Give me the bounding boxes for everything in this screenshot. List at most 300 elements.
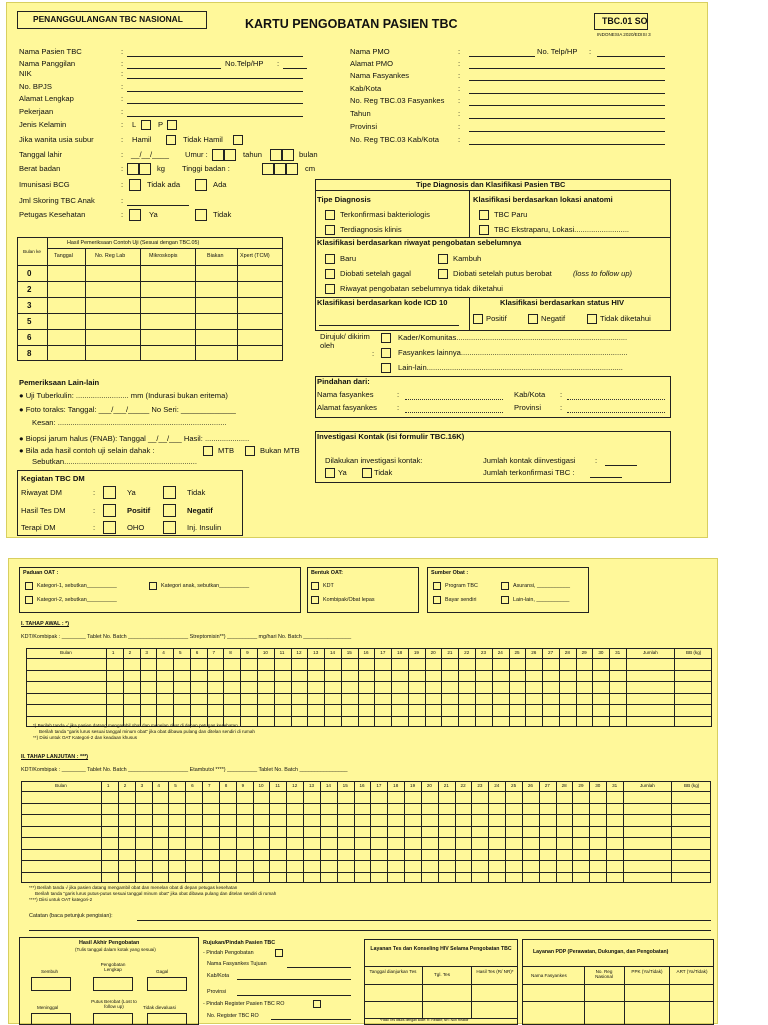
grid-col-line [354, 781, 355, 883]
grid-day-number: 9 [246, 650, 249, 655]
kader-checkbox[interactable] [381, 333, 391, 343]
dm-insulin-checkbox[interactable] [163, 521, 176, 534]
hiv-positive-checkbox[interactable] [473, 314, 483, 324]
pmo-field-colon: : [458, 59, 461, 68]
kg-label: kg [157, 164, 166, 173]
failure-checkbox[interactable] [325, 269, 335, 279]
dob-field[interactable]: __/__/____ [131, 150, 170, 159]
transfer-out-title: Rujukan/Pindah Pasien TBC [203, 940, 276, 946]
kombipak-checkbox[interactable] [311, 596, 319, 604]
grid-row-line [21, 872, 711, 873]
grid-row-line [26, 658, 712, 659]
hiv-unknown-label: Tidak diketahui [600, 314, 651, 323]
patient-field-label: Nama Panggilan [19, 59, 76, 68]
contact-yes-checkbox[interactable] [325, 468, 335, 478]
grid-day-number: 4 [162, 650, 165, 655]
lab-col-regno: No. Reg Lab [95, 253, 126, 259]
ro-register-checkbox[interactable] [313, 1000, 321, 1008]
grid-day-number: 26 [531, 650, 537, 655]
contact-colon-1: : [595, 456, 598, 465]
bcg-yes-checkbox[interactable] [195, 179, 207, 191]
patient-field-line[interactable] [127, 91, 303, 92]
ltfu-note: (loss to follow up) [573, 269, 633, 278]
hiv-status-label: Klasifikasi berdasarkan status HIV [500, 298, 625, 307]
new-case-checkbox[interactable] [325, 254, 335, 264]
grid-day-number: 15 [346, 650, 352, 655]
grid-day-number: 2 [123, 783, 127, 788]
program-tbc-checkbox[interactable] [433, 582, 441, 590]
patient-field-label: Nama Pasien TBC [19, 47, 82, 56]
kdt-checkbox[interactable] [311, 582, 319, 590]
cm-label: cm [305, 164, 316, 173]
grid-day-number: 28 [561, 783, 567, 788]
destination-city-field[interactable] [237, 979, 351, 980]
grid-day-number: 6 [195, 650, 199, 655]
dm-colon-2: : [93, 506, 96, 515]
health-worker-no-checkbox[interactable] [195, 209, 207, 221]
grid-day-number: 30 [598, 650, 604, 655]
patient-field-colon: : [121, 196, 124, 205]
grid-row-line [21, 803, 711, 804]
patient-field-colon: : [121, 180, 124, 189]
notes-line-2[interactable] [29, 930, 711, 931]
nickname-field[interactable] [127, 68, 221, 69]
patient-field-label: Imunisasi BCG [19, 180, 70, 189]
kdt-label: KDT [323, 583, 334, 589]
child-cat-checkbox[interactable] [149, 582, 157, 590]
transfer-title: Pindahan dari: [317, 377, 370, 386]
patient-field-line[interactable] [127, 103, 303, 104]
contact-no-checkbox[interactable] [362, 468, 372, 478]
patient-field-label: Jml Skoring TBC Anak [19, 196, 95, 205]
clinical-checkbox[interactable] [325, 225, 335, 235]
insurance-label: Asuransi, ___________ [513, 583, 570, 589]
pmo-field-label: Kab/Kota [350, 84, 382, 93]
health-worker-no-label: Tidak [213, 210, 232, 219]
continuation-note-1: ***) Berilah tanda √ jika pasien datang mengambil obat dan menelan obat di depan petugas kesehatan [29, 885, 238, 890]
fasyankes-other-checkbox[interactable] [381, 348, 391, 358]
pmo-field-colon: : [458, 135, 461, 144]
grid-col-line [135, 781, 136, 883]
grid-day-number: 31 [615, 650, 621, 655]
unknown-history-checkbox[interactable] [325, 284, 335, 294]
grid-day-number: 22 [464, 650, 470, 655]
dm-insulin-label: Inj. Insulin [187, 523, 222, 532]
drug-source-title: Sumber Obat : [431, 570, 469, 576]
ro-register-field[interactable] [271, 1019, 351, 1020]
grid-day-number: 12 [292, 783, 298, 788]
pmo-phone-label: No. Telp/HP [537, 47, 578, 56]
contact-yes-label: Ya [338, 468, 347, 477]
pulmonary-label: TBC Paru [494, 210, 528, 219]
grid-col-line [320, 781, 321, 883]
transfer-colon-1: : [397, 390, 400, 399]
lab-col-month: Bulan ke [23, 249, 41, 254]
clinical-label: Terdiagnosis klinis [340, 225, 402, 234]
grid-day-number: 25 [514, 650, 520, 655]
grid-day-number: 10 [258, 783, 264, 788]
new-case-label: Baru [340, 254, 357, 263]
dm-negative-checkbox[interactable] [163, 504, 176, 517]
bcg-no-checkbox[interactable] [129, 179, 141, 191]
transfer-city-field[interactable] [567, 399, 665, 400]
height-box-1[interactable] [262, 163, 274, 175]
icd-field[interactable] [319, 325, 459, 326]
transfer-address-field[interactable] [405, 412, 503, 413]
age-years-box-2[interactable] [224, 149, 236, 161]
grid-day-number: 16 [363, 650, 369, 655]
child-score-field[interactable] [127, 205, 189, 206]
grid-day-number: 21 [447, 650, 453, 655]
phone-label: No.Telp/HP [225, 59, 264, 68]
pmo-field-line[interactable] [469, 131, 665, 132]
grid-row-line [21, 814, 711, 815]
grid-col-line [185, 781, 186, 883]
not-pregnant-checkbox[interactable] [233, 135, 243, 145]
hiv-note: *Hasil Tes ditulis dengan kode: R: Reaktif; NR: Non Reaktif [380, 1018, 469, 1022]
pmo-field-line[interactable] [469, 68, 665, 69]
transfer-out-item-6: No. Register TBC RO [207, 1013, 259, 1019]
cured-date-box[interactable] [31, 977, 71, 991]
relapse-checkbox[interactable] [438, 254, 448, 264]
dm-colon-1: : [93, 488, 96, 497]
grid-col-weight: BB (kg) [686, 650, 702, 655]
dm-negative-label: Negatif [187, 506, 213, 515]
grid-day-number: 23 [480, 650, 487, 655]
grid-col-line [421, 781, 422, 883]
cat1-checkbox[interactable] [25, 582, 33, 590]
pmo-field-colon: : [458, 96, 461, 105]
not-pregnant-label: Tidak Hamil [183, 135, 223, 144]
grid-day-number: 14 [329, 650, 336, 655]
relapse-label: Kambuh [453, 254, 482, 263]
xray-text: Foto toraks: Tanggal: ___/___/_____ No Seri: _____________ [25, 405, 236, 414]
hiv-testing-title: Layanan Tes dan Konseling HIV Selama Pengobatan TBC [370, 946, 512, 952]
grid-col-line [253, 781, 254, 883]
pdp-title: Layanan PDP (Perawatan, Dukungan, dan Pengobatan) [533, 949, 669, 955]
grid-col-month: Bulan [55, 783, 67, 788]
grid-col-line [572, 781, 573, 883]
grid-col-line [168, 781, 169, 883]
patient-field-colon: : [121, 69, 124, 78]
contact-question: Dilakukan investigasi kontak: [325, 456, 423, 465]
extrapulmonary-checkbox[interactable] [479, 225, 489, 235]
destination-province-field[interactable] [237, 995, 351, 996]
xray-line: ● Foto toraks: Tanggal: ___/___/_____ No Seri: _____________ [19, 405, 236, 414]
died-date-box[interactable] [31, 1013, 71, 1025]
lab-row-month: 0 [27, 269, 32, 278]
notes-line-1[interactable] [137, 920, 711, 921]
pdp-col-ppk: PPK (Ya/Tidak) [631, 969, 663, 974]
dm-therapy-label: Terapi DM [21, 523, 56, 532]
dm-history-no-label: Tidak [187, 488, 206, 497]
grid-day-number: 18 [393, 783, 399, 788]
patient-field-colon: : [121, 107, 124, 116]
grid-day-number: 13 [313, 650, 319, 655]
grid-day-number: 18 [397, 650, 403, 655]
ltfu-date-box[interactable] [93, 1013, 133, 1025]
intensive-phase-line: KDT/Kombipak : ________ Tablet No. Batch ____________________ Streptomisin**) __________ mg/hari No. Batch ________________ [21, 634, 352, 640]
hiv-negative-label: Negatif [541, 314, 566, 323]
not-mtb-checkbox[interactable] [245, 446, 255, 456]
other-referral-checkbox[interactable] [381, 363, 391, 373]
height-box-3[interactable] [286, 163, 298, 175]
patient-field-colon: : [121, 164, 124, 173]
pmo-field-label: Provinsi [350, 122, 378, 131]
sex-p-label: P [158, 120, 164, 129]
pmo-field-line[interactable] [469, 93, 665, 94]
mtb-checkbox[interactable] [203, 446, 213, 456]
fnab-text: Biopsi jarum halus (FNAB): Tanggal __/__/___ Hasil: ..................... [25, 434, 250, 443]
pmo-field-colon: : [458, 109, 461, 118]
patient-field-label: NIK [19, 69, 32, 78]
grid-col-line [387, 781, 388, 883]
dm-oho-checkbox[interactable] [103, 521, 116, 534]
died-label: Meninggal [37, 1005, 59, 1010]
xray-impression: Kesan: ................................................................................ [32, 418, 227, 427]
health-worker-yes-checkbox[interactable] [129, 209, 141, 221]
grid-col-line [505, 781, 506, 883]
patient-field-line[interactable] [127, 116, 303, 117]
pmo-field-label: Alamat PMO [350, 59, 394, 68]
ltfu-label: Diobati setelah putus berobat [453, 269, 552, 278]
dm-oho-label: OHO [127, 523, 145, 532]
grid-day-number: 27 [544, 783, 550, 788]
bcg-no-label: Tidak ada [147, 180, 181, 189]
grid-col-line [671, 781, 672, 883]
pmo-field-label: Nama Fasyankes [350, 71, 410, 80]
grid-col-month: Bulan [60, 650, 72, 655]
patient-field-line[interactable] [127, 78, 303, 79]
grid-day-number: 29 [581, 650, 587, 655]
contacts-count-label: Jumlah kontak diinvestigasi [483, 456, 576, 465]
transfer-out-item-5: - Pindah Register Pasien TBC RO [203, 1001, 285, 1007]
cat2-checkbox[interactable] [25, 596, 33, 604]
pmo-field-line[interactable] [469, 105, 665, 106]
grid-day-number: 1 [106, 783, 110, 788]
transfer-colon-2: : [397, 403, 400, 412]
months-label: bulan [299, 150, 318, 159]
grid-day-number: 6 [191, 783, 194, 788]
fnab-line: ● Biopsi jarum halus (FNAB): Tanggal __/__/___ Hasil: ..................... [19, 434, 250, 443]
transfer-facility-field[interactable] [405, 399, 503, 400]
grid-day-number: 29 [578, 783, 584, 788]
weight-box-1[interactable] [127, 163, 139, 175]
extrapulmonary-label: TBC Ekstraparu, Lokasi.......................... [494, 225, 630, 234]
lab-row-line [17, 265, 283, 266]
hiv-col-suggested: Tanggal dianjurkan Tes [369, 969, 417, 974]
lab-title: Hasil Pemeriksaan Contoh Uji (Sesuai dengan TBC.05) [67, 240, 200, 246]
lab-row-month: 6 [27, 333, 32, 342]
health-worker-yes-label: Ya [149, 210, 158, 219]
anatomy-label: Klasifikasi berdasarkan lokasi anatomi [473, 195, 613, 204]
transfer-out-checkbox[interactable] [275, 949, 283, 957]
grid-col-line [219, 781, 220, 883]
program-tbc-label: Program TBC [445, 583, 478, 589]
hiv-unknown-checkbox[interactable] [587, 314, 597, 324]
lab-col-micro: Mikroskopis [149, 253, 178, 259]
grid-day-number: 5 [174, 783, 177, 788]
dm-positive-checkbox[interactable] [103, 504, 116, 517]
cat1-label: Kategori-1, sebutkan__________ [37, 583, 117, 589]
grid-col-line [101, 781, 102, 883]
pulmonary-checkbox[interactable] [479, 210, 489, 220]
referral-colon: : [372, 349, 375, 358]
patient-field-colon: : [121, 59, 124, 68]
pmo-field-colon: : [458, 47, 461, 56]
intensive-note-2: Berilah tanda "garis lurus sesuai tanggal minum obat" jika obat dibawa pulang dan ditelan sendiri di rumah [39, 729, 255, 734]
lab-row-line [17, 313, 283, 314]
self-pay-checkbox[interactable] [433, 596, 441, 604]
grid-row-line [26, 704, 712, 705]
dm-history-yes-label: Ya [127, 488, 136, 497]
age-years-box-1[interactable] [212, 149, 224, 161]
grid-day-number: 31 [612, 783, 618, 788]
continuation-phase-line: KDT/Kombipak : ________ Tablet No. Batch ____________________ Etambutol ****) __________ Tablet No. Batch ________________ [21, 767, 348, 773]
grid-day-number: 23 [477, 783, 483, 788]
transfer-address-label: Alamat fasyankes [317, 403, 377, 412]
contacts-count-field[interactable] [605, 465, 637, 466]
form-code: TBC.01 SO [602, 16, 648, 26]
grid-day-number: 10 [262, 650, 268, 655]
dm-history-no-checkbox[interactable] [163, 486, 176, 499]
sex-p-checkbox[interactable] [167, 120, 177, 130]
grid-col-line [556, 781, 557, 883]
weight-box-2[interactable] [139, 163, 151, 175]
regimen-title: Paduan OAT : [23, 570, 59, 576]
grid-col-line [606, 781, 607, 883]
kader-label: Kader/Komunitas................................................................................. [398, 333, 628, 342]
diagnosis-type-label: Tipe Diagnosis [317, 195, 371, 204]
contact-no-label: Tidak [374, 468, 393, 477]
grid-col-weight: BB (kg) [684, 783, 700, 788]
self-pay-label: Bayar sendiri [445, 597, 477, 603]
program-name: PENANGGULANGAN TBC NASIONAL [33, 14, 183, 24]
transfer-city-label: Kab/Kota [514, 390, 546, 399]
grid-day-number: 24 [494, 783, 500, 788]
grid-col-line [488, 781, 489, 883]
grid-day-number: 8 [224, 783, 228, 788]
regimen-section [19, 567, 301, 613]
dm-history-yes-checkbox[interactable] [103, 486, 116, 499]
grid-day-number: 15 [342, 783, 348, 788]
grid-day-number: 25 [511, 783, 517, 788]
transfer-out-item-3: Kab/Kota [207, 973, 230, 979]
contacts-confirmed-field[interactable] [590, 477, 622, 478]
grid-day-number: 24 [497, 650, 503, 655]
bcg-yes-label: Ada [213, 180, 227, 189]
lab-col-date: Tanggal [54, 253, 73, 259]
grid-day-number: 30 [595, 783, 601, 788]
hiv-positive-label: Positif [486, 314, 507, 323]
grid-row-line [26, 681, 712, 682]
grid-day-number: 20 [430, 650, 436, 655]
grid-row-line [21, 860, 711, 861]
grid-col-line [522, 781, 523, 883]
diagnosis-title: Tipe Diagnosis dan Klasifikasi Pasien TBC [416, 180, 566, 189]
pmo-field-colon: : [458, 122, 461, 131]
grid-col-line [118, 781, 119, 883]
child-cat-label: Kategori anak, sebutkan__________ [161, 583, 250, 589]
other-referral-label: Lain-lain............................................................................................. [398, 363, 623, 372]
age-months-box-1[interactable] [270, 149, 282, 161]
ltfu-checkbox[interactable] [438, 269, 448, 279]
lab-row-line [17, 281, 283, 282]
pregnant-checkbox[interactable] [166, 135, 176, 145]
patient-field-colon: : [121, 120, 124, 129]
grid-row-line [21, 837, 711, 838]
pmo-field-line[interactable] [469, 144, 665, 145]
pmo-field-line[interactable] [469, 56, 535, 57]
destination-facility-field[interactable] [287, 967, 351, 968]
grid-day-number: 16 [359, 783, 365, 788]
notes-label: Catatan (baca petunjuk pengisian): [29, 913, 113, 919]
grid-day-number: 1 [111, 650, 115, 655]
hiv-negative-checkbox[interactable] [528, 314, 538, 324]
continuation-note-3: ****) Diisi untuk OAT kategori-2 [29, 897, 93, 902]
completed-date-box[interactable] [93, 977, 133, 991]
height-box-2[interactable] [274, 163, 286, 175]
grid-row-line [21, 849, 711, 850]
outcome-title: Hasil Akhir Pengobatan [79, 940, 140, 946]
grid-col-total: Jumlah [643, 650, 658, 655]
pmo-phone-field[interactable] [597, 56, 665, 57]
grid-row-line [26, 693, 712, 694]
age-months-box-2[interactable] [282, 149, 294, 161]
intensive-note-1: *) Berilah tanda √ jika pasien datang mengambil obat dan menelan obat di depan petugas kesehatan [33, 723, 238, 728]
insurance-checkbox[interactable] [501, 582, 509, 590]
intensive-phase-title: I. TAHAP AWAL : *) [21, 621, 70, 627]
transfer-province-field[interactable] [567, 412, 665, 413]
dm-title: Kegiatan TBC DM [21, 474, 85, 483]
other-source-checkbox[interactable] [501, 596, 509, 604]
grid-day-number: 4 [157, 783, 160, 788]
grid-col-line [623, 781, 624, 883]
lab-col-xpert: Xpert (TCM) [240, 253, 270, 259]
lab-row-line [17, 297, 283, 298]
grid-day-number: 19 [413, 650, 419, 655]
grid-row-line [26, 670, 712, 671]
pmo-field-colon: : [458, 71, 461, 80]
sex-l-checkbox[interactable] [141, 120, 151, 130]
pmo-field-line[interactable] [469, 118, 665, 119]
lab-row-month: 3 [27, 301, 32, 310]
age-label: Umur : [185, 150, 208, 159]
pdp-col-regno: No. Reg Nasional [595, 969, 613, 980]
grid-col-line [236, 781, 237, 883]
card-title: KARTU PENGOBATAN PASIEN TBC [245, 17, 458, 31]
patient-field-line[interactable] [127, 56, 303, 57]
years-label: tahun [243, 150, 263, 159]
ltfu-outcome-label: Putus Berobat (Lost to follow up) [91, 999, 137, 1010]
patient-field-colon: : [121, 135, 124, 144]
patient-field-colon: : [121, 47, 124, 56]
other-specimen-text: Bila ada hasil contoh uji selain dahak : [25, 446, 155, 455]
not-evaluated-date-box[interactable] [147, 1013, 187, 1025]
phone-field[interactable] [283, 68, 307, 69]
failed-date-box[interactable] [147, 977, 187, 991]
grid-day-number: 3 [145, 650, 148, 655]
grid-day-number: 2 [128, 650, 132, 655]
other-specimen-line: ● Bila ada hasil contoh uji selain dahak : [19, 446, 155, 455]
patient-field-label: Alamat Lengkap [19, 94, 74, 103]
grid-col-line [589, 781, 590, 883]
grid-day-number: 28 [564, 650, 570, 655]
icd-label: Klasifikasi berdasarkan kode ICD 10 [317, 298, 448, 307]
bacteriologic-checkbox[interactable] [325, 210, 335, 220]
pmo-field-line[interactable] [469, 80, 665, 81]
dm-history-label: Riwayat DM [21, 488, 62, 497]
